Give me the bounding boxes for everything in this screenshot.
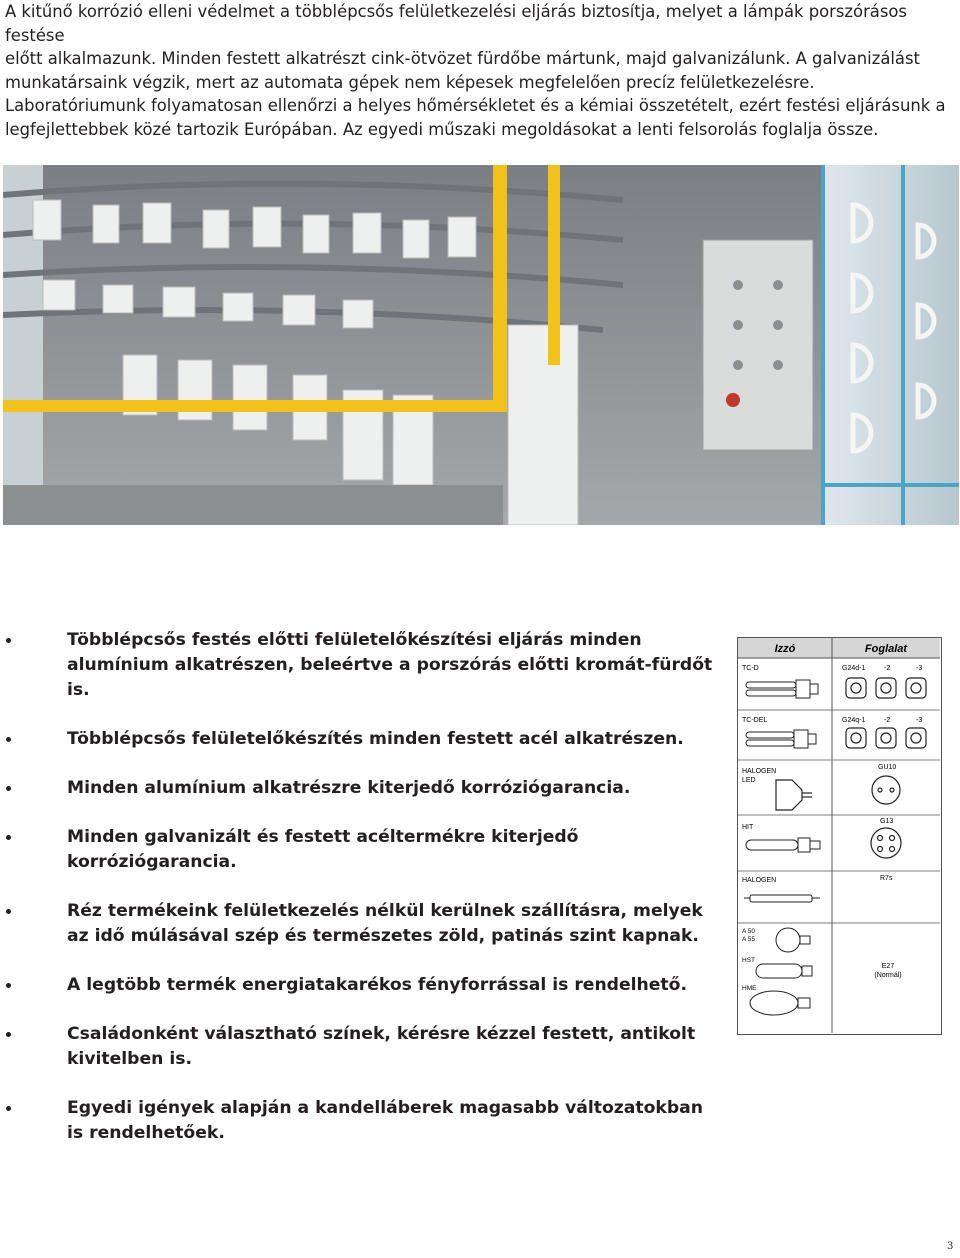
list-item [0,628,720,703]
halogen-led-bulb-icon [776,780,812,810]
list-item-text: A legtöbb termék energiatakarékos fényforrással is rendelhető. [67,975,687,995]
header-bulb: Izzó [774,643,796,655]
list-item-text: korróziógarancia. [67,852,237,872]
intro-line: A kitűnő korrózió elleni védelmet a többlépcsős felületkezelési eljárás biztosítja, melyet a lámpák porszórásos festése [5,2,907,45]
bullet-icon [6,638,11,643]
list-item-text: Minden galvanizált és festett acéltermékre kiterjedő [67,827,579,847]
lamp-hit: HIT [742,824,754,831]
hme-bulb-icon [750,991,810,1015]
lamp-a50: A 50 [742,928,756,935]
lamp-socket-table [737,637,942,1035]
lamp-hst: HST [742,957,755,964]
list-item [0,825,720,875]
tcd-bulb-icon [746,680,818,698]
bullet-icon [6,737,11,742]
list-item-text: Minden alumínium alkatrészre kiterjedő korróziógarancia. [67,778,631,798]
feature-list [0,628,720,1146]
socket-icon [846,728,926,748]
intro-line: Laboratóriumunk folyamatosan ellenőrzi a helyes hőmérsékletet és a kémiai összetételt, ezért festési eljárásunk a [5,96,946,116]
page-number: 3 [947,1241,954,1252]
hit-bulb-icon [746,838,820,852]
factory-photo [3,165,959,525]
hst-bulb-icon [756,964,812,978]
socket-label: -2 [884,665,891,672]
list-item [0,1022,720,1072]
socket-icon [871,828,901,858]
intro-line: előtt alkalmazunk. Minden festett alkatrészt cink-ötvözet fürdőbe mártunk, majd galvanizálunk. A galvanizálást [5,49,920,69]
intro-line: legfejlettebbek közé tartozik Európában. Az egyedi műszaki megoldásokat a lenti felsorolás foglalja össze. [5,119,879,139]
socket-icon [846,678,926,698]
tcdel-bulb-icon [746,730,816,748]
list-item-text: Többlépcsős festés előtti felületelőkészítési eljárás minden [67,630,642,650]
intro-line: munkatársaink végzik, mert az automata gépek nem képesek megfelelően precíz felületkezelésre. [5,72,815,92]
socket-label: GU10 [878,764,897,771]
socket-label: R7s [880,875,893,882]
lamp-hme: HME [742,985,757,992]
bullet-icon [6,835,11,840]
lamp-tcdel: TC-DEL [742,717,768,724]
intro-paragraph [5,0,955,142]
list-item [0,899,720,949]
bullet-icon [6,786,11,791]
socket-label: -3 [916,665,923,672]
lamp-halogen-led: LED [742,777,756,784]
list-item [0,1096,720,1146]
lamp-tcd: TC-D [742,665,759,672]
list-item-text: Réz termékeink felületkezelés nélkül kerülnek szállításra, melyek [67,901,703,921]
lamp-halogen-led: HALOGEN [742,768,777,775]
lamp-socket-diagram [738,638,940,1033]
socket-label: -2 [884,717,891,724]
halogen-bulb-icon [744,895,820,902]
bullet-icon [6,983,11,988]
socket-label: G13 [880,818,894,825]
list-item-text: az idő múlásával szép és természetes zöld, patinás szint kapnak. [67,926,699,946]
socket-icon [872,776,900,804]
socket-label: G24d-1 [842,665,866,672]
bullet-icon [6,1032,11,1037]
socket-label: G24q-1 [842,717,866,724]
list-item-text: kivitelben is. [67,1049,193,1069]
socket-label: E27 [881,963,895,970]
bullet-icon [6,1106,11,1111]
bullet-icon [6,909,11,914]
a-bulb-icon [776,928,810,952]
socket-label: (Normál) [874,972,902,979]
list-item [0,776,720,801]
factory-photo-image [3,165,959,525]
list-item [0,727,720,752]
list-item-text: is rendelhetőek. [67,1123,225,1143]
list-item-text: Egyedi igények alapján a kandelláberek magasabb változatokban [67,1098,703,1118]
list-item-text: Többlépcsős felületelőkészítés minden festett acél alkatrészen. [67,729,684,749]
list-item [0,973,720,998]
socket-label: -3 [916,717,923,724]
list-item-text: Családonként választható színek, kérésre kézzel festett, antikolt [67,1024,696,1044]
header-socket: Foglalat [864,643,908,655]
lamp-halogen: HALOGEN [742,877,777,884]
lamp-a55: A 55 [742,936,756,943]
list-item-text: alumínium alkatrészen, beleértve a porszórás előtti kromát-fürdőt is. [67,655,713,700]
